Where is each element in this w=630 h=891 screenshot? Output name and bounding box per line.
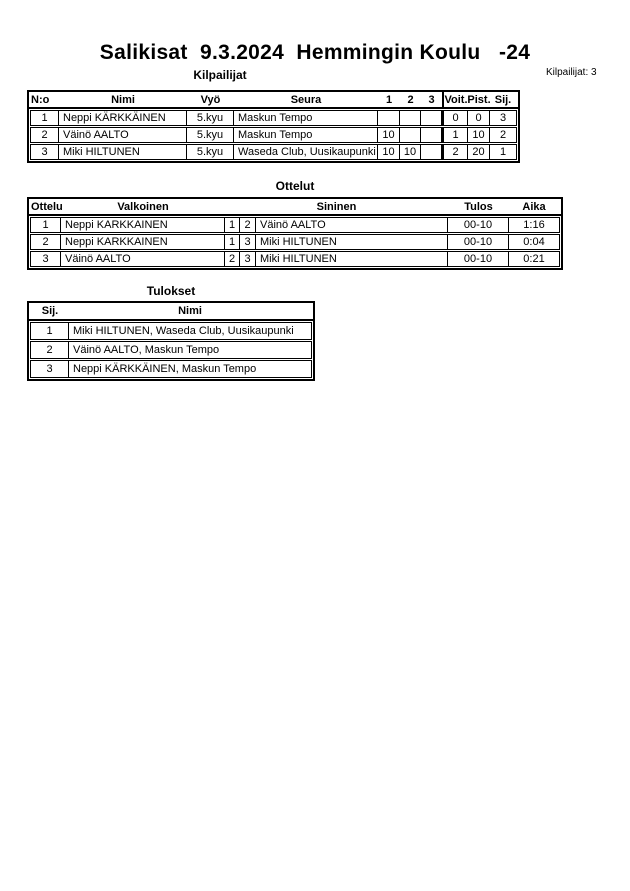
cell-match3 bbox=[421, 145, 442, 159]
result-row bbox=[30, 322, 312, 340]
cell-name: Miki HILTUNEN bbox=[59, 145, 187, 159]
cell-blue-no: 3 bbox=[240, 252, 256, 266]
matches-table bbox=[27, 197, 563, 270]
cell-match1: 10 bbox=[378, 145, 400, 159]
cell-place: 2 bbox=[499, 129, 507, 141]
header-cell-match1: 1 bbox=[385, 93, 393, 106]
header-cell-club: Seura bbox=[290, 93, 322, 106]
header-cell-no: N:o bbox=[31, 93, 50, 106]
header-cell-points: Pist. bbox=[467, 93, 491, 106]
cell-no: 3 bbox=[31, 145, 59, 159]
cell-club: Waseda Club, Uusikaupunki bbox=[234, 145, 378, 159]
results-table-body bbox=[29, 321, 313, 379]
results-table bbox=[27, 301, 315, 381]
cell-name: Miki HILTUNEN, Waseda Club, Uusikaupunki bbox=[73, 325, 294, 337]
header-cell-match2: 2 bbox=[407, 93, 414, 106]
cell-club: Maskun Tempo bbox=[234, 128, 378, 142]
cell-belt: 5.kyu bbox=[187, 145, 234, 159]
cell-blue-no: 2 bbox=[240, 218, 256, 232]
cell-wins: 0 bbox=[442, 111, 468, 125]
section-title-competitors: Kilpailijat bbox=[193, 68, 247, 82]
cell-name: Neppi KÄRKKÄINEN, Maskun Tempo bbox=[73, 363, 257, 375]
header-cell-match3: 3 bbox=[428, 93, 435, 106]
cell-match1: 10 bbox=[378, 128, 400, 142]
competitor-count: Kilpailijat: 3 bbox=[546, 67, 597, 78]
cell-blue: Miki HILTUNEN bbox=[256, 235, 448, 249]
cell-match2: 10 bbox=[400, 145, 421, 159]
result-row bbox=[30, 360, 312, 378]
cell-white-no: 1 bbox=[225, 218, 240, 232]
cell-name: Väinö AALTO bbox=[59, 128, 187, 142]
page-title: Salikisat 9.3.2024 Hemmingin Koulu -24 bbox=[99, 41, 531, 64]
cell-place: 3 bbox=[31, 361, 69, 377]
cell-points: 0 bbox=[468, 111, 490, 125]
cell-white-no: 2 bbox=[225, 252, 240, 266]
match-row bbox=[30, 251, 560, 267]
cell-place: 3 bbox=[499, 112, 507, 124]
cell-result: 00-10 bbox=[448, 218, 509, 232]
cell-no: 2 bbox=[31, 128, 59, 142]
cell-blue: Väinö AALTO bbox=[256, 218, 448, 232]
match-row bbox=[30, 217, 560, 233]
cell-result: 00-10 bbox=[448, 252, 509, 266]
matches-table-body bbox=[29, 216, 561, 268]
cell-wins: 1 bbox=[442, 128, 468, 142]
cell-match2 bbox=[400, 111, 421, 125]
cell-match1 bbox=[378, 111, 400, 125]
competitors-table-header bbox=[29, 92, 518, 109]
cell-place: 1 bbox=[31, 323, 69, 339]
header-cell-name: Nimi bbox=[111, 93, 135, 106]
cell-no: 1 bbox=[31, 111, 59, 125]
cell-time: 0:21 bbox=[523, 253, 545, 265]
cell-name: Väinö AALTO, Maskun Tempo bbox=[73, 344, 220, 356]
cell-wins: 2 bbox=[442, 145, 468, 159]
cell-match3 bbox=[421, 128, 442, 142]
cell-match2 bbox=[400, 128, 421, 142]
cell-white-no: 1 bbox=[225, 235, 240, 249]
competitor-row bbox=[30, 110, 517, 126]
header-cell-place: Sij. bbox=[494, 93, 512, 106]
cell-place: 1 bbox=[499, 146, 507, 158]
competitor-row bbox=[30, 127, 517, 143]
cell-white: Väinö AALTO bbox=[61, 252, 225, 266]
cell-club: Maskun Tempo bbox=[234, 111, 378, 125]
cell-time: 0:04 bbox=[523, 236, 545, 248]
header-cell-white: Valkoinen bbox=[117, 200, 169, 213]
cell-match-no: 2 bbox=[31, 235, 61, 249]
cell-points: 10 bbox=[468, 128, 490, 142]
header-cell-match-no: Ottelu bbox=[31, 200, 63, 213]
cell-belt: 5.kyu bbox=[187, 128, 234, 142]
header-cell-wins: Voit. bbox=[442, 92, 468, 107]
competitor-row bbox=[30, 144, 517, 160]
header-cell-blue: Sininen bbox=[316, 200, 357, 213]
cell-white: Neppi KARKKAINEN bbox=[61, 235, 225, 249]
competitors-table bbox=[27, 90, 520, 163]
section-title-matches: Ottelut bbox=[275, 179, 315, 193]
cell-result: 00-10 bbox=[448, 235, 509, 249]
matches-table-header bbox=[29, 199, 561, 216]
cell-place: 2 bbox=[31, 342, 69, 358]
header-cell-time: Aika bbox=[522, 200, 546, 213]
cell-match-no: 1 bbox=[31, 218, 61, 232]
section-title-results: Tulokset bbox=[146, 284, 196, 298]
header-cell-result: Tulos bbox=[464, 200, 493, 213]
result-row bbox=[30, 341, 312, 359]
cell-belt: 5.kyu bbox=[187, 111, 234, 125]
cell-match-no: 3 bbox=[31, 252, 61, 266]
cell-white: Neppi KARKKAINEN bbox=[61, 218, 225, 232]
header-cell-name: Nimi bbox=[178, 305, 202, 317]
cell-blue: Miki HILTUNEN bbox=[256, 252, 448, 266]
header-cell-place: Sij. bbox=[41, 305, 59, 317]
header-cell-belt: Vyö bbox=[200, 93, 221, 106]
cell-time: 1:16 bbox=[523, 219, 545, 231]
results-table-header bbox=[29, 303, 313, 321]
cell-name: Neppi KÄRKKÄINEN bbox=[59, 111, 187, 125]
cell-points: 20 bbox=[468, 145, 490, 159]
cell-match3 bbox=[421, 111, 442, 125]
match-row bbox=[30, 234, 560, 250]
cell-blue-no: 3 bbox=[240, 235, 256, 249]
competitors-table-body bbox=[29, 109, 518, 161]
